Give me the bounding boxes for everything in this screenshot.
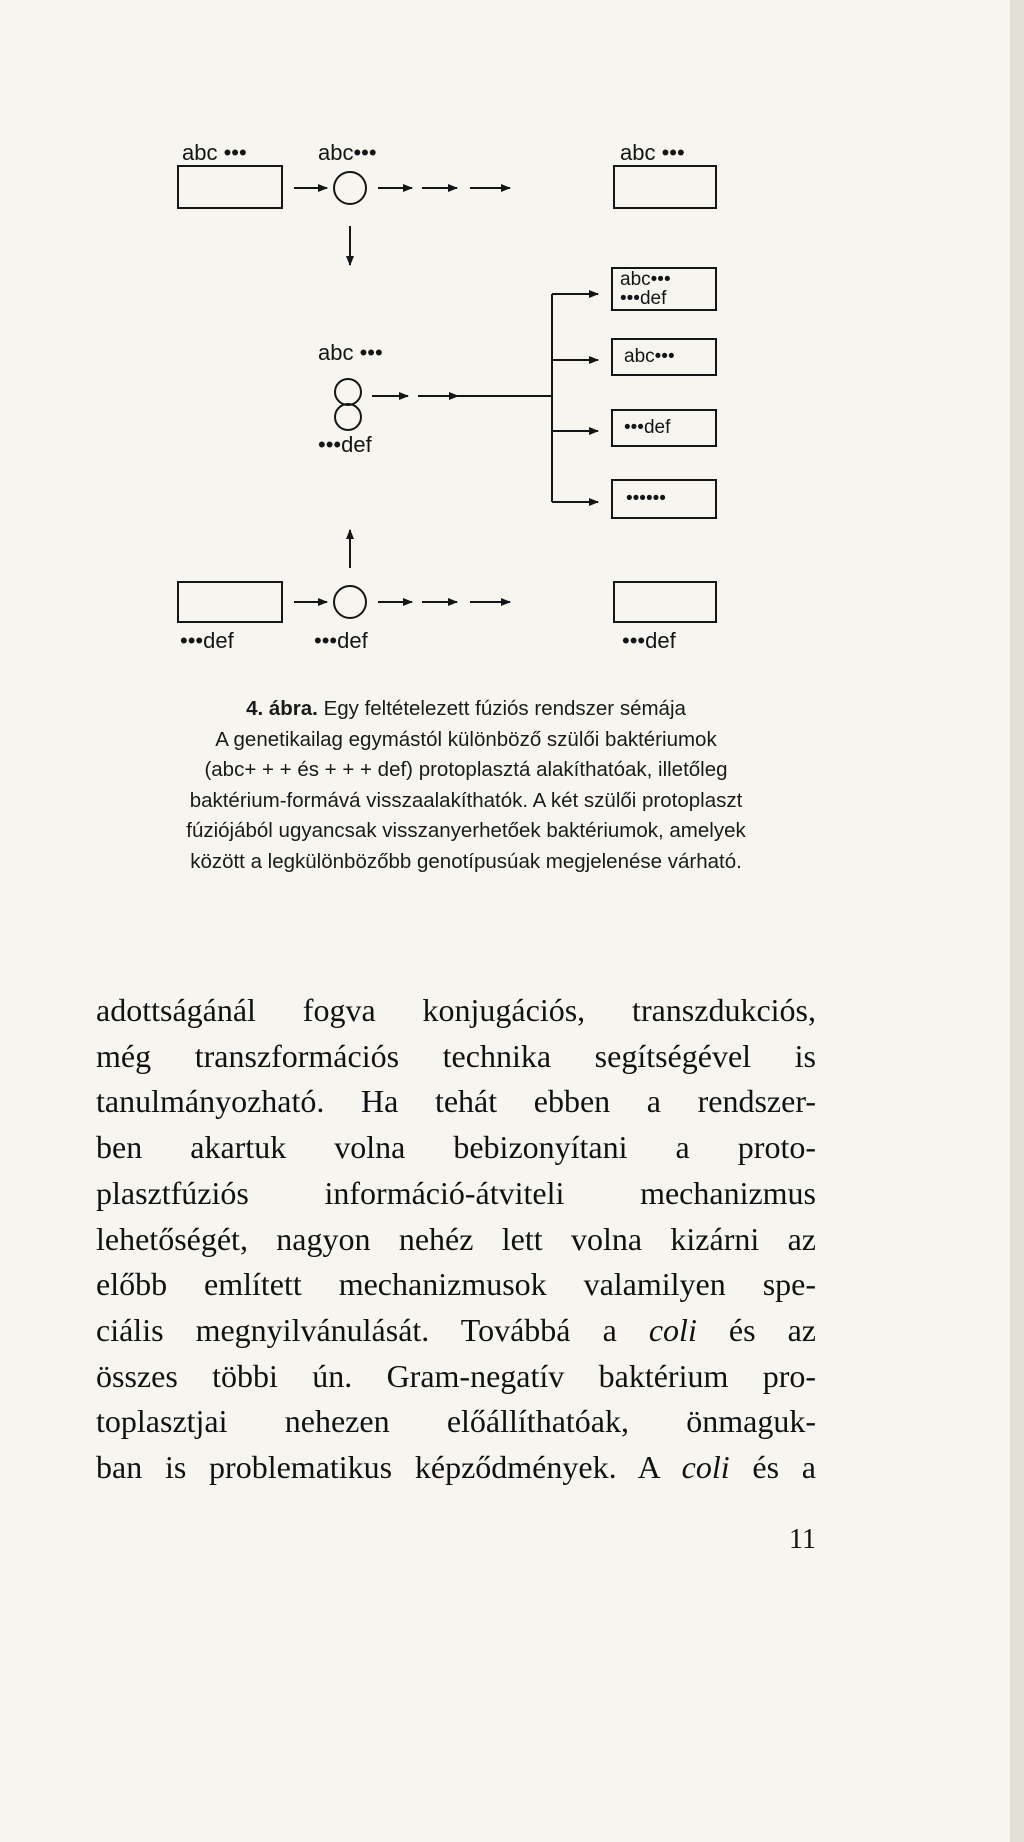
fusion-scheme-figure	[0, 0, 1010, 680]
bacterium-abc-top-left	[178, 166, 282, 208]
body-line-with-italic	[96, 1445, 816, 1491]
body-line-part: és a	[729, 1449, 816, 1486]
fused-protoplast-lower	[335, 404, 361, 430]
label-top-middle: abc•••	[318, 140, 377, 165]
label-result-2: abc•••	[624, 346, 675, 367]
body-line-with-italic	[96, 1308, 816, 1354]
bacterium-def-bottom-left	[178, 582, 282, 622]
label-result-4: ••••••	[626, 488, 666, 509]
body-line: plasztfúziós információ-átviteli mechanizmus	[96, 1174, 816, 1211]
caption-line: között a legkülönbözőbb genotípusúak megjelenése várható.	[190, 849, 742, 873]
label-result-3: •••def	[624, 417, 671, 438]
italic-term: coli	[648, 1311, 697, 1348]
figure-caption	[96, 694, 836, 877]
page-number: 11	[789, 1524, 816, 1555]
body-line: toplasztjai nehezen előállíthatóak, önmaguk-	[96, 1403, 816, 1440]
caption-title: Egy feltételezett fúziós rendszer sémája	[317, 697, 686, 720]
protoplast-def-bottom	[334, 586, 366, 618]
body-line: még transzformációs technika segítségével is	[96, 1037, 816, 1074]
italic-term: coli	[681, 1449, 730, 1486]
bacterium-abc-top-right	[614, 166, 716, 208]
label-top-left: abc •••	[182, 140, 247, 165]
body-line: lehetőségét, nagyon nehéz lett volna kizárni az	[96, 1220, 816, 1257]
caption-title-line	[96, 694, 836, 725]
label-bottom-right: •••def	[622, 628, 676, 653]
body-line: ben akartuk volna bebizonyítani a proto-	[96, 1129, 816, 1166]
body-line: adottságánál fogva konjugációs, transzdukciós,	[96, 992, 816, 1028]
protoplast-abc-top	[334, 172, 366, 204]
bacterium-def-bottom-right	[614, 582, 716, 622]
label-fusion-bottom: •••def	[318, 432, 372, 457]
body-text	[96, 988, 816, 1491]
caption-line: A genetikailag egymástól különböző szülői baktériumok	[215, 727, 717, 751]
caption-line: (abc+ + + és + + + def) protoplasztá alakíthatóak, illetőleg	[204, 758, 728, 781]
label-top-right: abc •••	[620, 140, 685, 165]
label-result-1-top: abc•••	[620, 269, 671, 290]
fusion-scheme-diagram	[0, 0, 1010, 680]
body-line-part: ban is problematikus képződmények. A	[96, 1449, 682, 1486]
label-bottom-left: •••def	[180, 628, 234, 653]
label-bottom-middle: •••def	[314, 628, 368, 653]
fused-protoplast-upper	[335, 379, 361, 405]
label-result-1-bottom: •••def	[620, 288, 667, 309]
caption-line: fúziójából ugyancsak visszanyerhetőek baktériumok, amelyek	[186, 819, 746, 842]
page-edge-shadow	[1010, 0, 1024, 1842]
body-line-part: ciális megnyilvánulását. Továbbá a	[96, 1311, 649, 1348]
label-fusion-top: abc •••	[318, 340, 383, 365]
body-line: tanulmányozható. Ha tehát ebben a rendszer-	[96, 1083, 816, 1120]
caption-figure-number: 4. ábra.	[246, 697, 318, 720]
caption-line: baktérium-formává visszaalakíthatók. A két szülői protoplaszt	[189, 788, 743, 812]
body-line: összes többi ún. Gram-negatív baktérium pro-	[96, 1357, 816, 1394]
body-line: előbb említett mechanizmusok valamilyen spe-	[96, 1266, 816, 1303]
body-line-part: és az	[696, 1311, 817, 1348]
